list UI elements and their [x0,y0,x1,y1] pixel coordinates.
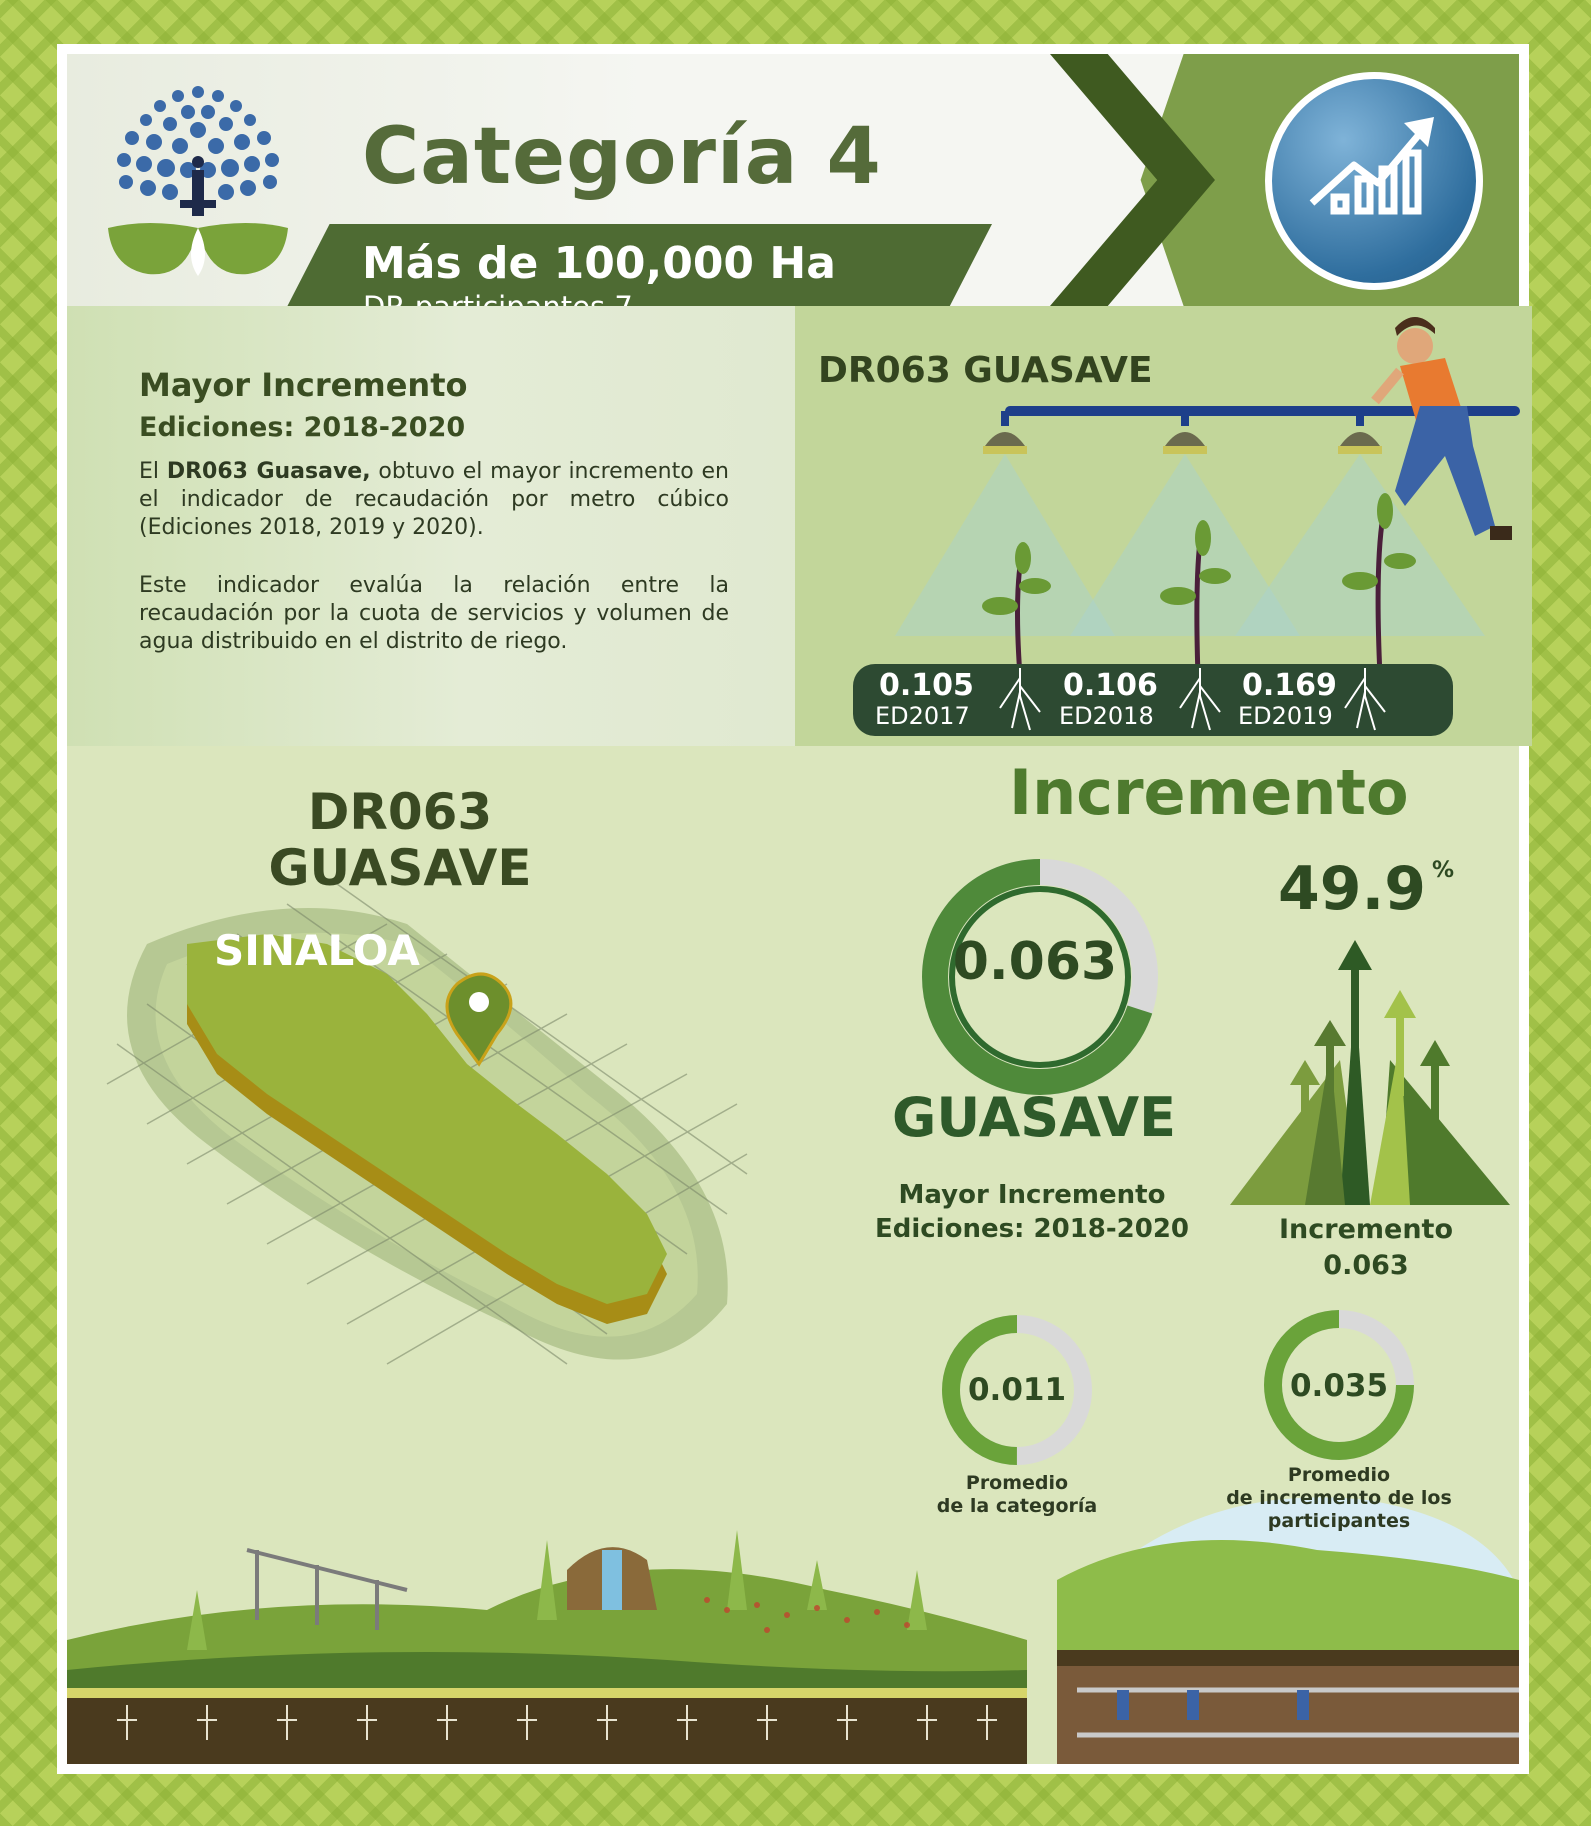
map-title-line2: GUASAVE [268,839,532,897]
intro-p1-prefix: El [139,459,167,484]
intro-p1-bold: DR063 Guasave, [166,459,371,484]
state-label: SINALOA [214,926,420,975]
intro-heading: Mayor Incremento [139,366,468,404]
sinaloa-map [87,884,767,1404]
intro-paragraph-2: Este indicador evalúa la relación entre la recaudación por la cuota de servicios y volumen de agua distribuido en el distrito de riego. [139,573,729,654]
intro-editions: Ediciones: 2018-2020 [139,412,466,443]
city-subtitle-1: Mayor Incremento [898,1180,1166,1210]
category-average-value: 0.011 [967,1372,1067,1408]
sprinkler-title: DR063 GUASAVE [818,350,1153,391]
root-icon-3 [1340,668,1390,734]
area-subtitle: Más de 100,000 Ha [362,238,836,289]
intro-paragraph-1 [139,458,729,542]
increment-title: Incremento [1009,756,1409,829]
edition-label-2018: ED2018 [1059,702,1154,730]
map-title [250,784,550,896]
percent-sign: % [1432,858,1455,883]
participants-average-caption-3: participantes [1267,1510,1411,1532]
map-title-line1: DR063 [307,783,493,841]
intro-p1-rest: obtuvo el mayor incremento en el indicador de recaudación por metro cúbico (Ediciones 2018, 2019 y 2020). [139,459,729,540]
participants-average-value: 0.035 [1289,1368,1389,1404]
category-average-caption-1: Promedio [965,1472,1069,1494]
root-icons [990,668,1370,734]
category-title: Categoría 4 [362,112,882,202]
edition-value-2018: 0.106 [1063,668,1158,703]
increment-label-value: 0.063 [1323,1250,1409,1281]
growth-chart-icon [1265,72,1483,290]
waterfall [567,1547,657,1610]
city-subtitle-2: Ediciones: 2018-2020 [874,1214,1190,1244]
category-average-caption-2: de la categoría [936,1495,1098,1517]
edition-value-2017: 0.105 [879,668,974,703]
edition-value-2019: 0.169 [1242,668,1337,703]
participants-average-caption-1: Promedio [1287,1464,1391,1486]
increment-label: Incremento [1278,1214,1454,1245]
growth-arrows-icon [1230,930,1510,1210]
percent-increment: 49.9 [1278,854,1427,924]
edition-label-2019: ED2019 [1238,702,1333,730]
main-increment-value: 0.063 [952,932,1118,992]
participants-average-caption-2: de incremento de los [1226,1487,1452,1509]
participants-average-caption [1214,1464,1464,1533]
edition-label-2017: ED2017 [875,702,970,730]
city-name: GUASAVE [892,1086,1177,1149]
tree-logo-icon [88,78,308,288]
